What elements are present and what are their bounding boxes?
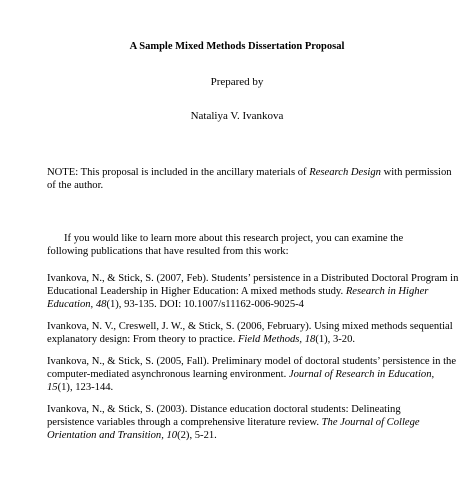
reference-line: Ivankova, N., & Stick, S. (2005, Fall). Preliminary model of doctoral students’ persistence in the: [47, 356, 457, 367]
reference-line: [47, 381, 447, 394]
reference-journal: Research in Higher: [345, 286, 429, 297]
reference-text: (1), 123-144.: [57, 382, 114, 393]
reference-journal: 15: [47, 382, 58, 393]
reference-line: [47, 368, 447, 381]
reference-text: (1), 3-20.: [315, 334, 356, 345]
reference-line: [47, 333, 447, 346]
note-prefix: NOTE: This proposal is included in the ancillary materials of: [47, 167, 310, 178]
reference-item: [47, 272, 459, 311]
document-title: A Sample Mixed Methods Dissertation Proposal: [129, 41, 345, 52]
reference-text: (2), 5-21.: [177, 430, 217, 441]
reference-text: (1), 93-135. DOI: 10.1007/s11162-006-9025-4: [106, 299, 304, 310]
reference-text: Educational Leadership in Higher Education: A mixed methods study.: [47, 286, 346, 297]
reference-journal: Field Methods, 18: [237, 334, 316, 345]
note-line-2: of the author.: [47, 180, 104, 191]
reference-item: [47, 320, 453, 346]
author-name: Nataliya V. Ivankova: [190, 110, 284, 122]
note-suffix: with permission: [380, 167, 452, 178]
permission-note: [47, 166, 452, 192]
reference-journal: Orientation and Transition, 10: [47, 430, 178, 441]
reference-text: persistence variables through a comprehensive literature review.: [47, 417, 322, 428]
prepared-by-label: Prepared by: [210, 76, 264, 88]
reference-journal: Education, 48: [47, 299, 107, 310]
intro-line-1: If you would like to learn more about this research project, you can examine the: [64, 233, 404, 244]
reference-line: Ivankova, N., & Stick, S. (2007, Feb). Students’ persistence in a Distributed Doctoral Program in: [47, 273, 459, 284]
reference-text: explanatory design: From theory to practice.: [47, 334, 238, 345]
reference-item: [47, 355, 457, 394]
reference-text: computer-mediated asynchronous learning environment.: [47, 369, 289, 380]
reference-line: Ivankova, N. V., Creswell, J. W., & Stick, S. (2006, February). Using mixed methods sequential: [47, 321, 453, 332]
intro-paragraph: [47, 232, 447, 258]
reference-line: [47, 298, 447, 311]
reference-line: [47, 285, 447, 298]
reference-line: Ivankova, N., & Stick, S. (2003). Distance education doctoral students: Delineating: [47, 404, 401, 415]
reference-journal: The Journal of College: [321, 417, 420, 428]
note-book-title: Research Design: [309, 167, 381, 178]
reference-line: [47, 416, 447, 429]
reference-journal: Journal of Research in Education,: [288, 369, 435, 380]
note-line-1: [47, 166, 452, 179]
reference-line: [47, 429, 447, 442]
reference-item: [47, 403, 447, 442]
intro-line-2: following publications that have resulted from this work:: [47, 246, 289, 257]
